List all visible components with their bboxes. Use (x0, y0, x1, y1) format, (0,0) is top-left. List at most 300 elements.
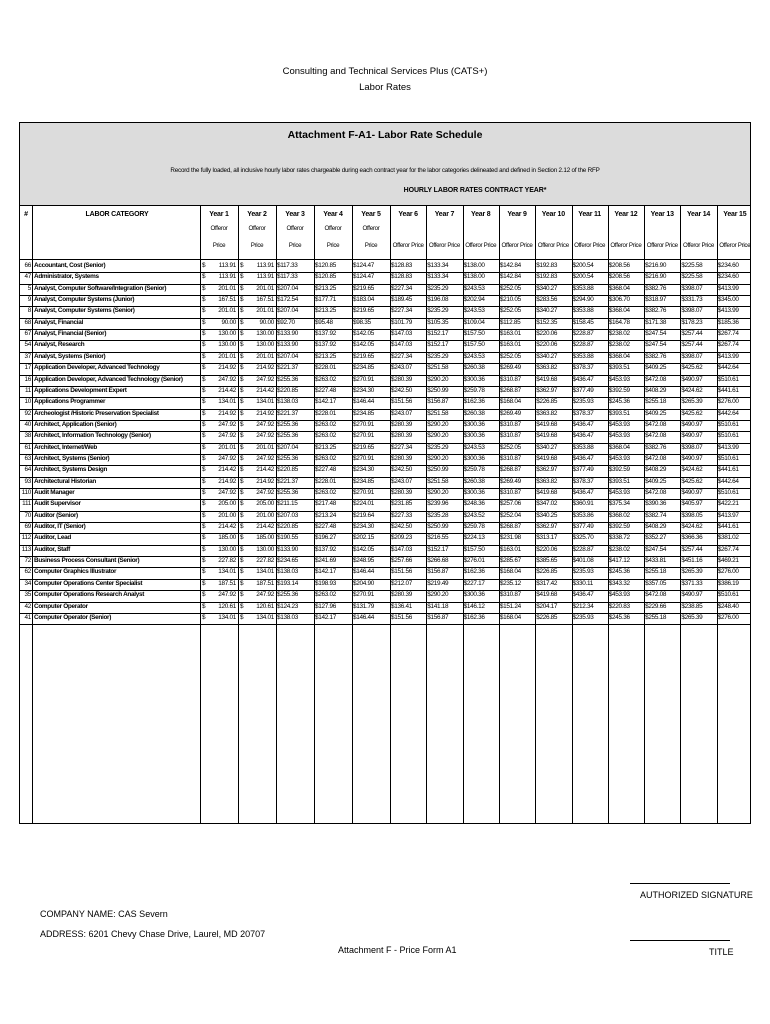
labor-category: Computer Operator (34, 602, 88, 610)
rate-cell: $263.02 (315, 454, 337, 462)
currency-sign: $ (202, 568, 206, 576)
rate-cell: $255.36 (277, 432, 299, 440)
currency-sign: $ (202, 262, 206, 269)
rate-cell: $208.56 (608, 262, 630, 269)
rate-cell: $239.96 (427, 500, 449, 508)
rate-cell: $340.27 (536, 307, 558, 315)
rate-cell: $313.17 (536, 534, 558, 542)
rate-cell: $229.66 (645, 602, 667, 610)
rate-cell: $227.34 (391, 352, 413, 360)
rate-cell: 134.01 (256, 613, 274, 621)
labor-category: Administrator, Systems (34, 273, 99, 281)
rate-cell: $207.04 (277, 307, 299, 315)
row-divider (20, 340, 750, 341)
rate-cell: $382.76 (645, 443, 667, 451)
currency-sign: $ (240, 432, 244, 440)
rate-cell: 134.01 (218, 613, 236, 621)
rate-cell: $247.54 (645, 545, 667, 553)
rate-cell: $101.79 (391, 318, 413, 326)
rate-cell: $378.37 (572, 364, 594, 372)
rate-cell: $142.84 (499, 273, 521, 281)
title-line (630, 940, 730, 941)
rate-cell: $124.47 (353, 273, 375, 281)
rate-cell: 247.92 (218, 489, 236, 496)
offeror-price-label: Offeror Price (465, 242, 497, 249)
rate-cell: $382.76 (645, 307, 667, 315)
labor-category: Analyst, Computer Software/Integration (Senior) (34, 284, 167, 292)
rate-cell: 113.91 (218, 262, 236, 269)
rate-cell: $419.68 (536, 454, 558, 462)
rate-cell: $190.55 (277, 534, 299, 542)
rate-cell: $300.36 (463, 454, 485, 462)
rate-cell: 227.82 (256, 557, 274, 565)
currency-sign: $ (240, 511, 244, 519)
row-number: 112 (21, 534, 31, 542)
rate-cell: $243.53 (463, 352, 485, 360)
currency-sign: $ (240, 477, 244, 485)
rate-cell: 134.01 (256, 398, 274, 406)
rate-cell: $382.76 (645, 352, 667, 360)
rate-cell: $142.05 (353, 545, 375, 553)
currency-sign: $ (202, 341, 206, 349)
rate-cell: $393.51 (608, 364, 630, 372)
rate-cell: $300.36 (463, 489, 485, 496)
rate-cell: $142.05 (353, 330, 375, 338)
rate-cell: $441.61 (717, 386, 739, 394)
year-header: Year 15 (723, 211, 747, 218)
rate-cell: $255.36 (277, 454, 299, 462)
rate-cell: $172.54 (277, 296, 299, 304)
row-number: 47 (24, 273, 31, 281)
rate-cell: $362.97 (536, 466, 558, 474)
rate-cell: $260.38 (463, 364, 485, 372)
rate-cell: $310.87 (499, 489, 521, 496)
rate-cell: $133.90 (277, 545, 299, 553)
row-divider (20, 545, 750, 546)
rate-cell: 214.42 (256, 386, 274, 394)
rate-cell: $283.56 (536, 296, 558, 304)
currency-sign: $ (240, 454, 244, 462)
rate-cell: 130.00 (218, 545, 236, 553)
header-divider (20, 259, 750, 260)
rate-cell: $219.65 (353, 443, 375, 451)
rate-cell: $213.24 (315, 511, 337, 519)
offeror-price-label: Offeror Price (392, 242, 424, 249)
rate-cell: $310.87 (499, 591, 521, 599)
currency-sign: $ (240, 466, 244, 474)
rate-cell: $213.25 (315, 284, 337, 292)
currency-sign: $ (240, 375, 244, 383)
rate-cell: $142.17 (315, 613, 337, 621)
row-number: 34 (24, 579, 31, 587)
rate-cell: $209.23 (391, 534, 413, 542)
rate-cell: $409.25 (645, 409, 667, 417)
rate-cell: $259.78 (463, 386, 485, 394)
rate-cell: $168.04 (499, 613, 521, 621)
row-divider (20, 454, 750, 455)
rate-cell: $243.53 (463, 443, 485, 451)
rate-cell: $117.33 (277, 262, 298, 269)
rate-cell: $257.66 (391, 557, 413, 565)
row-divider (20, 522, 750, 523)
rate-cell: $235.28 (427, 511, 449, 519)
rate-cell: $419.68 (536, 432, 558, 440)
rate-cell: $280.39 (391, 432, 413, 440)
offeror-label: Offeror (324, 225, 342, 232)
rate-cell: $250.99 (427, 386, 449, 394)
rate-cell: $138.03 (277, 398, 299, 406)
rate-cell: $366.36 (681, 534, 703, 542)
labor-category: Auditor, Staff (34, 545, 70, 553)
rate-cell: $393.51 (608, 409, 630, 417)
currency-sign: $ (240, 330, 244, 338)
year-header: Year 13 (650, 211, 674, 218)
rate-cell: $276.00 (717, 398, 739, 406)
offeror-label: Offeror (210, 225, 228, 232)
rate-cell: 201.01 (218, 284, 236, 292)
rate-cell: $393.51 (608, 477, 630, 485)
rate-cell: $171.38 (645, 318, 667, 326)
rate-cell: $280.39 (391, 489, 413, 496)
rate-cell: 201.01 (256, 284, 274, 292)
row-divider (20, 477, 750, 478)
rate-cell: $472.08 (645, 375, 667, 383)
rate-cell: $472.08 (645, 489, 667, 496)
rate-cell: $510.61 (717, 489, 739, 496)
rate-cell: $357.05 (645, 579, 667, 587)
rate-cell: $146.44 (353, 568, 375, 576)
currency-sign: $ (240, 613, 244, 621)
rate-cell: $290.20 (427, 489, 449, 496)
rate-cell: $490.97 (681, 432, 703, 440)
rate-cell: $220.06 (536, 545, 558, 553)
rate-cell: $270.91 (353, 591, 375, 599)
rate-cell: $213.25 (315, 307, 337, 315)
rate-cell: $255.36 (277, 591, 299, 599)
rate-cell: $290.20 (427, 454, 449, 462)
rate-cell: $120.85 (315, 262, 337, 269)
rate-cell: $441.61 (717, 523, 739, 531)
rate-cell: $242.50 (391, 386, 413, 394)
rate-cell: $453.93 (608, 489, 630, 496)
labor-category: Application Developer, Advanced Technology (34, 364, 160, 372)
rate-cell: $124.47 (353, 262, 375, 269)
labor-category: Computer Operations Center Specialist (34, 579, 143, 587)
labor-category: Analyst, Computer Systems (Senior) (34, 307, 135, 315)
rate-cell: $227.34 (391, 307, 413, 315)
currency-sign: $ (202, 500, 206, 508)
rate-cell: $208.56 (608, 273, 630, 281)
rate-cell: 247.92 (218, 591, 236, 599)
rate-cell: $248.95 (353, 557, 375, 565)
rate-cell: $151.24 (499, 602, 521, 610)
currency-sign: $ (202, 364, 206, 372)
rate-cell: $280.39 (391, 375, 413, 383)
rate-cell: 113.91 (256, 273, 274, 281)
rate-cell: $133.90 (277, 341, 299, 349)
rate-cell: $142.84 (499, 262, 521, 269)
rate-cell: 130.00 (256, 341, 274, 349)
rate-cell: 214.92 (218, 477, 236, 485)
rate-cell: $238.02 (608, 545, 630, 553)
form-label: Attachment F - Price Form A1 (338, 945, 457, 955)
labor-category: Accountant, Cost (Senior) (34, 262, 106, 269)
row-divider (20, 443, 750, 444)
rate-cell: $228.87 (572, 330, 594, 338)
currency-sign: $ (240, 386, 244, 394)
rate-cell: $310.87 (499, 375, 521, 383)
row-number: 37 (24, 352, 31, 360)
rate-cell: $213.25 (315, 352, 337, 360)
currency-sign: $ (202, 420, 206, 428)
rate-cell: $300.36 (463, 420, 485, 428)
row-divider (20, 465, 750, 466)
rate-cell: $234.60 (717, 262, 739, 269)
row-divider (20, 602, 750, 603)
rate-cell: 214.42 (218, 523, 236, 531)
rate-cell: $234.85 (353, 409, 375, 417)
rate-cell: $398.07 (681, 307, 703, 315)
rate-cell: $453.93 (608, 375, 630, 383)
year-header: Year 2 (247, 211, 267, 218)
rate-cell: $398.07 (681, 352, 703, 360)
rate-cell: 113.91 (218, 273, 236, 281)
rate-cell: $331.73 (681, 296, 703, 304)
rate-cell: $242.50 (391, 523, 413, 531)
rate-cell: $183.04 (353, 296, 375, 304)
rate-cell: $266.68 (427, 557, 449, 565)
year-header: Year 11 (578, 211, 602, 218)
year-header: Year 1 (209, 211, 229, 218)
rate-cell: $207.04 (277, 443, 299, 451)
rate-cell: $235.12 (499, 579, 521, 587)
num-column-header: # (24, 211, 28, 218)
rate-cell: $340.27 (536, 443, 558, 451)
price-label: Price (212, 242, 226, 249)
rate-cell: $228.87 (572, 545, 594, 553)
rate-cell: $382.76 (645, 284, 667, 292)
rate-cell: $163.01 (499, 545, 521, 553)
labor-category: Architectural Historian (34, 477, 96, 485)
currency-sign: $ (240, 318, 244, 326)
rate-cell: 205.00 (256, 500, 274, 508)
rate-cell: $310.87 (499, 432, 521, 440)
rate-cell: $451.16 (681, 557, 703, 565)
currency-sign: $ (240, 523, 244, 531)
rate-cell: $238.02 (608, 341, 630, 349)
rate-cell: $413.99 (717, 352, 739, 360)
rate-cell: $340.25 (536, 511, 558, 519)
row-number: 10 (24, 398, 31, 406)
rate-cell: $137.92 (315, 330, 337, 338)
rate-cell: $453.93 (608, 591, 630, 599)
currency-sign: $ (240, 500, 244, 508)
row-number: 8 (27, 307, 31, 315)
rate-cell: $472.08 (645, 420, 667, 428)
rate-cell: $227.48 (315, 523, 337, 531)
rate-cell: $251.58 (427, 364, 449, 372)
rate-cell: $220.83 (608, 602, 630, 610)
rate-cell: $152.17 (427, 545, 449, 553)
rate-cell: $409.25 (645, 364, 667, 372)
rate-cell: $257.44 (681, 330, 703, 338)
rate-cell: $212.07 (391, 579, 413, 587)
currency-sign: $ (202, 466, 206, 474)
currency-sign: $ (202, 523, 206, 531)
rate-cell: $276.00 (717, 568, 739, 576)
rate-cell: $362.97 (536, 523, 558, 531)
rate-cell: $200.54 (572, 262, 594, 269)
row-number: 54 (24, 341, 31, 349)
rate-cell: $251.58 (427, 477, 449, 485)
rate-cell: $270.91 (353, 454, 375, 462)
currency-sign: $ (202, 602, 206, 610)
row-number: 38 (24, 432, 31, 440)
rate-cell: $317.42 (536, 579, 558, 587)
offeror-price-label: Offeror Price (428, 242, 460, 249)
rate-cell: $408.29 (645, 523, 667, 531)
rate-cell: $490.97 (681, 375, 703, 383)
currency-sign: $ (202, 307, 206, 315)
rate-cell: $368.04 (608, 284, 630, 292)
rate-cell: $196.27 (315, 534, 337, 542)
rate-cell: $238.02 (608, 330, 630, 338)
rate-cell: $219.65 (353, 307, 375, 315)
rate-cell: 201.01 (218, 352, 236, 360)
rate-cell: 134.01 (218, 568, 236, 576)
rate-cell: 214.42 (218, 466, 236, 474)
rate-cell: $226.85 (536, 568, 558, 576)
rate-cell: $290.20 (427, 420, 449, 428)
rate-cell: $252.04 (499, 511, 521, 519)
currency-sign: $ (202, 489, 206, 496)
currency-sign: $ (202, 375, 206, 383)
rate-cell: $200.54 (572, 273, 594, 281)
rate-cell: $231.98 (499, 534, 521, 542)
currency-sign: $ (202, 534, 206, 542)
rate-cell: $219.65 (353, 284, 375, 292)
rate-cell: 214.92 (218, 364, 236, 372)
row-number: 11 (24, 386, 31, 394)
row-number: 35 (24, 591, 31, 599)
rate-cell: $382.74 (645, 511, 667, 519)
rate-cell: $220.85 (277, 386, 299, 394)
rate-cell: $325.70 (572, 534, 594, 542)
rate-cell: $207.04 (277, 352, 299, 360)
year-header: Year 5 (361, 211, 381, 218)
offeror-price-label: Offeror Price (574, 242, 606, 249)
rate-cell: $385.65 (536, 557, 558, 565)
rate-cell: $360.91 (572, 500, 594, 508)
currency-sign: $ (202, 284, 206, 292)
rate-cell: $138.00 (463, 273, 485, 281)
rate-cell: $216.90 (645, 273, 667, 281)
rate-cell: $133.34 (427, 262, 449, 269)
rate-cell: $375.34 (608, 500, 630, 508)
labor-category: Analyst, Computer Systems (Junior) (34, 296, 135, 304)
rate-cell: $392.59 (608, 386, 630, 394)
row-divider (20, 386, 750, 387)
rate-cell: $405.97 (681, 500, 703, 508)
rate-cell: $472.08 (645, 591, 667, 599)
rate-cell: $398.05 (681, 511, 703, 519)
currency-sign: $ (202, 443, 206, 451)
rate-cell: $162.36 (463, 613, 485, 621)
labor-category: Auditor, Lead (34, 534, 71, 542)
rate-cell: $255.36 (277, 420, 299, 428)
rate-cell: $105.35 (427, 318, 449, 326)
rate-cell: $92.70 (277, 318, 295, 326)
year-header: Year 10 (541, 211, 565, 218)
rate-cell: $227.34 (391, 284, 413, 292)
table-recital: Record the fully loaded, all inclusive hourly labor rates chargeable during each contract year for the labor categories delineated and defined in Section 2.12 of the RFP (170, 167, 600, 174)
labor-category: Audit Supervisor (34, 500, 81, 508)
rate-cell: $490.97 (681, 420, 703, 428)
rate-cell: $276.01 (463, 557, 485, 565)
offeror-label: Offeror (362, 225, 380, 232)
rate-cell: $276.00 (717, 613, 739, 621)
rate-cell: $265.39 (681, 568, 703, 576)
rate-cell: $131.79 (353, 602, 375, 610)
row-number: 67 (24, 330, 31, 338)
rate-cell: $353.88 (572, 307, 594, 315)
rate-cell: $243.53 (463, 284, 485, 292)
labor-category: Architect, Information Technology (Senior) (34, 432, 151, 440)
rate-cell: $137.92 (315, 341, 337, 349)
rate-cell: 134.01 (218, 398, 236, 406)
hourly-rates-header-text: HOURLY LABOR RATES CONTRACT YEAR* (403, 187, 547, 194)
row-divider (20, 397, 750, 398)
year-header: Year 7 (434, 211, 455, 218)
rate-cell: 167.51 (218, 296, 236, 304)
rate-cell: $112.85 (499, 318, 521, 326)
rate-cell: 227.82 (218, 557, 236, 565)
currency-sign: $ (240, 341, 244, 349)
rate-cell: $207.04 (277, 284, 299, 292)
rate-cell: $422.21 (717, 500, 739, 508)
rate-cell: $235.93 (572, 613, 594, 621)
rate-cell: $242.50 (391, 466, 413, 474)
rate-cell: $353.88 (572, 284, 594, 292)
currency-sign: $ (202, 330, 206, 338)
rate-cell: $252.05 (499, 284, 521, 292)
rate-cell: $267.74 (717, 341, 739, 349)
rate-cell: $490.97 (681, 591, 703, 599)
currency-sign: $ (202, 591, 206, 599)
rate-cell: $248.36 (463, 500, 485, 508)
rate-cell: $151.56 (391, 613, 413, 621)
rate-cell: $442.64 (717, 477, 739, 485)
rate-cell: $252.05 (499, 352, 521, 360)
price-label: Price (250, 242, 264, 249)
rate-cell: $138.03 (277, 613, 299, 621)
rate-cell: $152.17 (427, 341, 449, 349)
rate-cell: 201.01 (218, 443, 236, 451)
rate-cell: $168.04 (499, 398, 521, 406)
rate-cell: $330.11 (572, 579, 594, 587)
currency-sign: $ (202, 398, 206, 406)
rate-cell: 187.51 (256, 579, 274, 587)
rate-cell: 247.92 (218, 420, 236, 428)
row-number: 63 (24, 454, 31, 462)
rate-cell: $338.72 (608, 534, 630, 542)
rate-cell: $196.08 (427, 296, 449, 304)
rate-cell: $436.47 (572, 454, 594, 462)
rate-cell: $146.44 (353, 398, 375, 406)
rate-cell: $219.65 (353, 352, 375, 360)
currency-sign: $ (202, 296, 206, 304)
rate-cell: $510.61 (717, 375, 739, 383)
